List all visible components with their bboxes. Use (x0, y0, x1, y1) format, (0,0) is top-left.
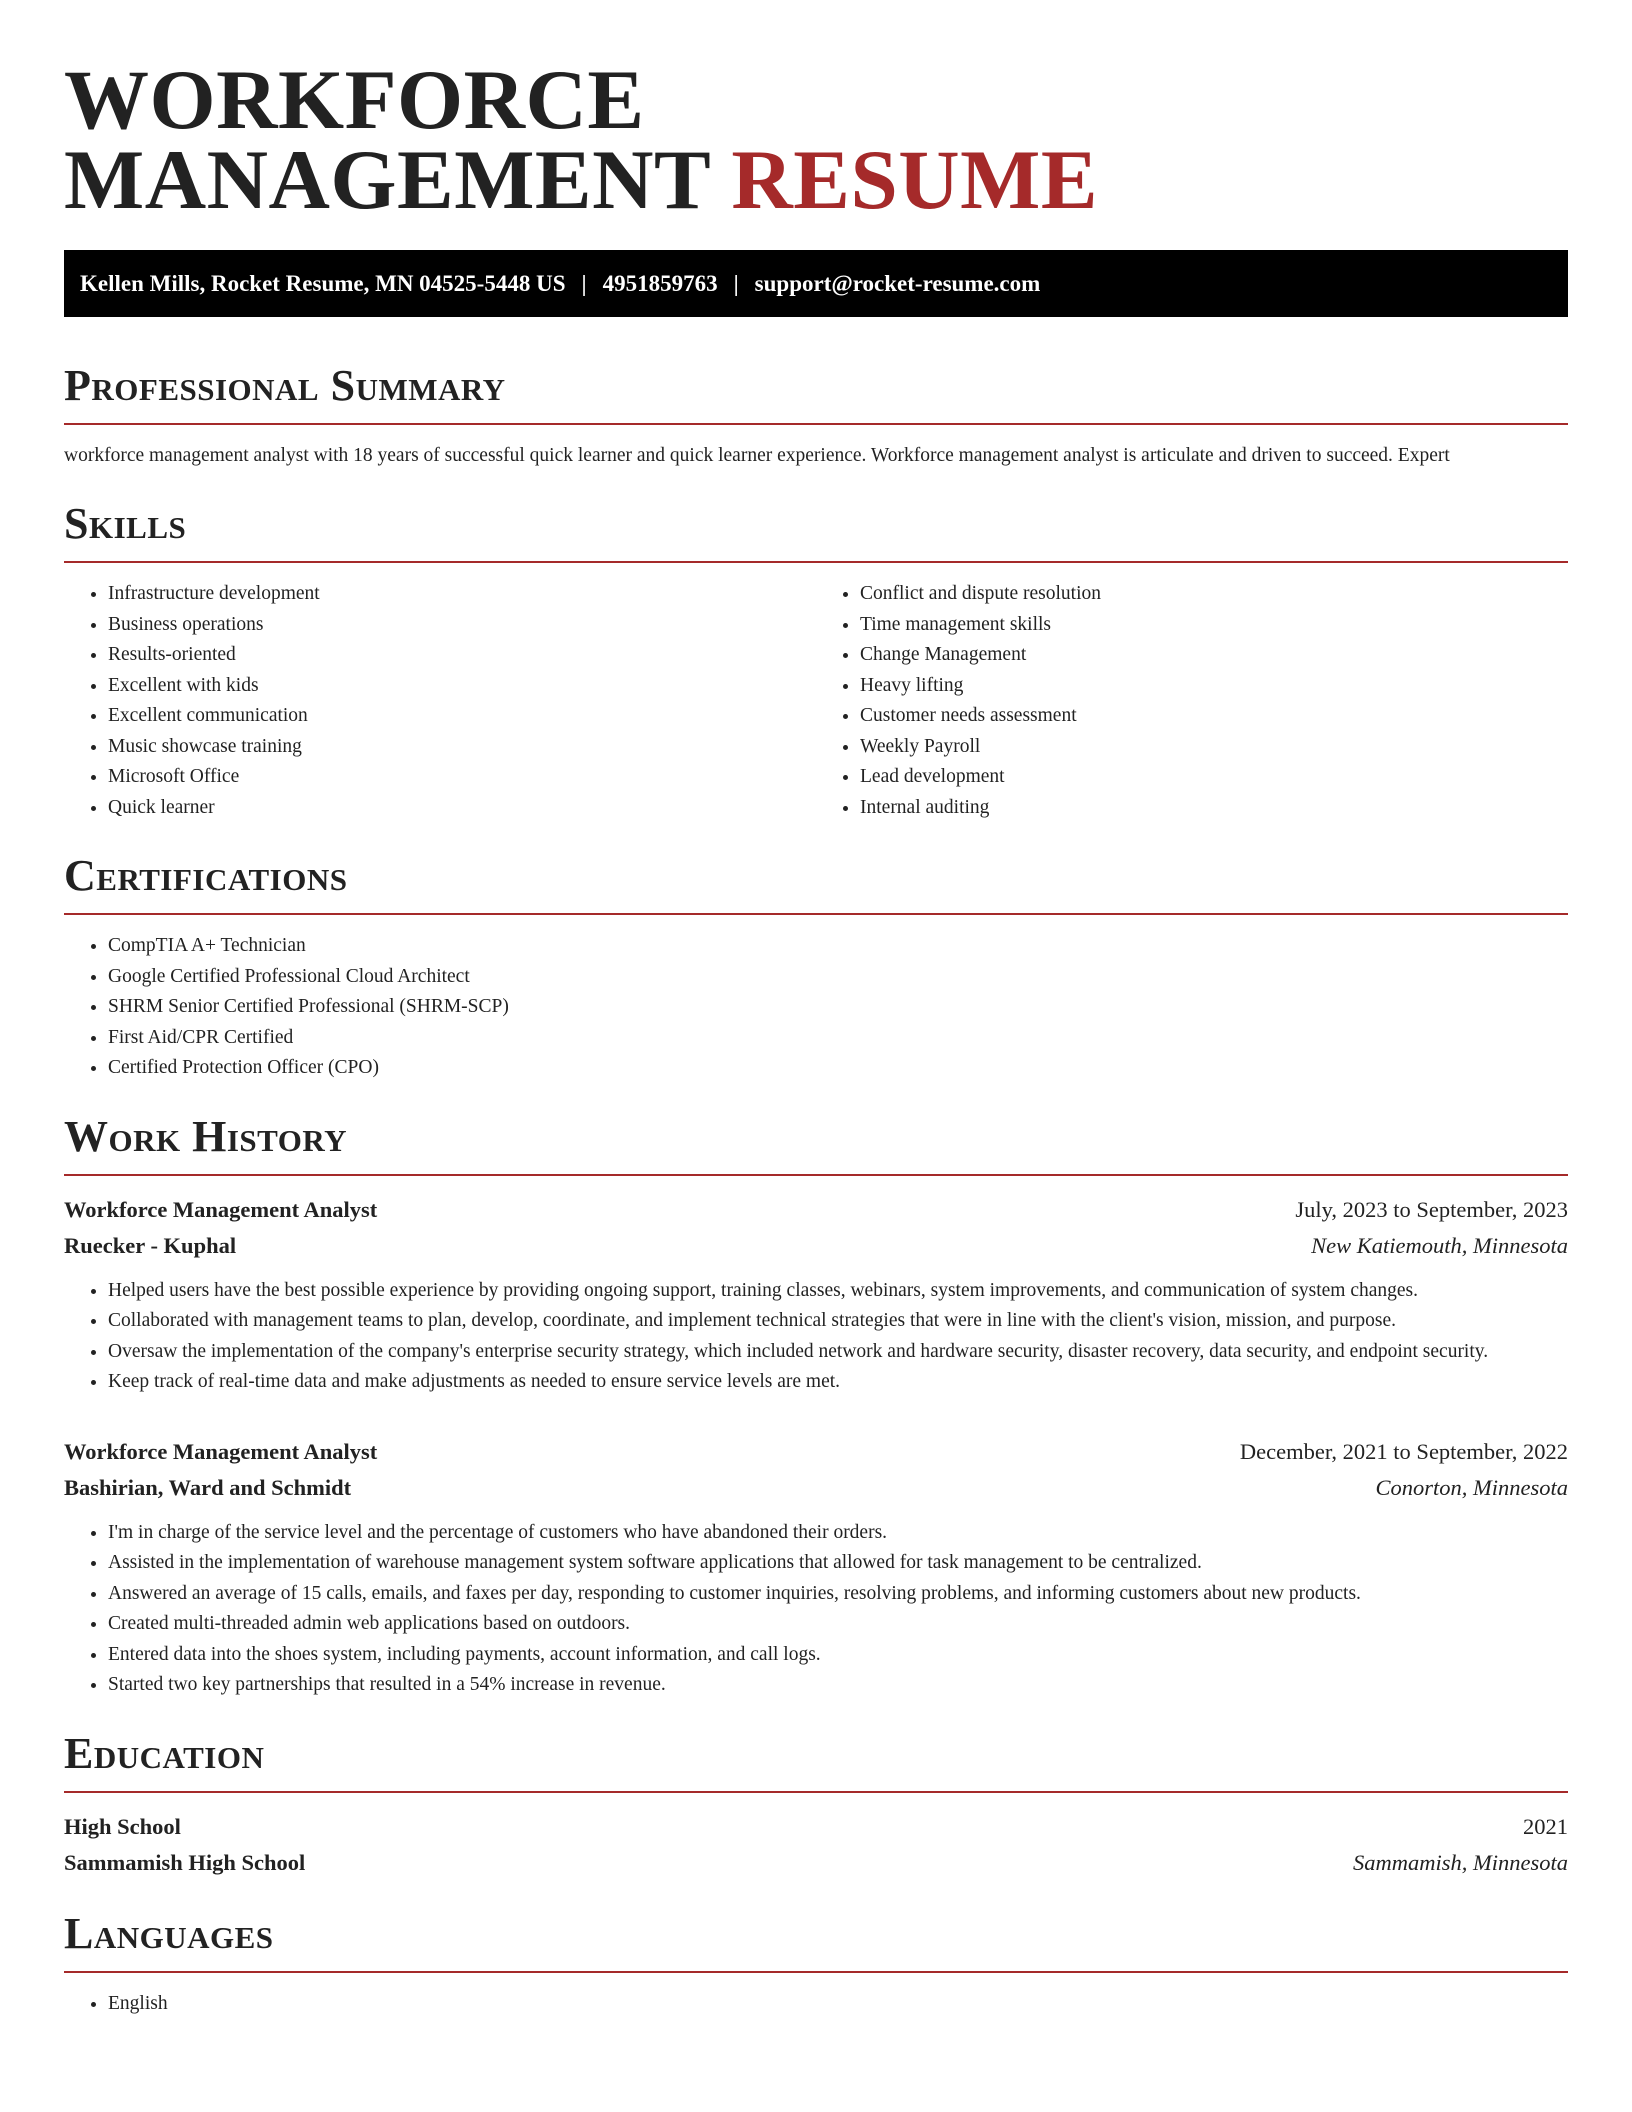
education-school-row (64, 1845, 1568, 1881)
job-location: Conorton, Minnesota (1375, 1474, 1568, 1500)
job-title-row (64, 1434, 1568, 1470)
certification-item: • SHRM Senior Certified Professional (SHRM-SCP) (108, 992, 1568, 1023)
skills-section (64, 499, 1568, 823)
job-bullet: • Created multi-threaded admin web applications based on outdoors. (108, 1609, 1568, 1640)
education-year: 2021 (1523, 1813, 1568, 1839)
skill-item: • Microsoft Office (108, 762, 816, 793)
title-accent: RESUME (731, 133, 1099, 227)
contact-separator: | (581, 270, 587, 296)
skill-item: • Lead development (860, 762, 1568, 793)
contact-separator: | (733, 270, 739, 296)
contact-email: support@rocket-resume.com (754, 270, 1041, 296)
work-history-section (64, 1112, 1568, 1701)
job-dates: July, 2023 to September, 2023 (1295, 1196, 1568, 1222)
contact-phone: 4951859763 (602, 270, 718, 296)
languages-section (64, 1909, 1568, 2020)
section-divider (64, 1174, 1568, 1176)
job-bullet: • Helped users have the best possible experience by providing ongoing support, training classes, webinars, system improvements, and communication of system changes. (108, 1276, 1568, 1307)
job-company-row (64, 1228, 1568, 1264)
skill-item: • Quick learner (108, 793, 816, 824)
education-school: Sammamish High School (64, 1849, 306, 1875)
education-location: Sammamish, Minnesota (1353, 1849, 1568, 1875)
skill-item: • Results-oriented (108, 640, 816, 671)
skill-item: • Business operations (108, 610, 816, 641)
resume-title (64, 53, 1568, 227)
section-divider (64, 913, 1568, 915)
education-degree: High School (64, 1813, 181, 1839)
job-bullet: • Answered an average of 15 calls, emails, and faxes per day, responding to customer inquiries, resolving problems, and informing customers about new products. (108, 1579, 1568, 1610)
summary-text: workforce management analyst with 18 years of successful quick learner and quick learner experience. Workforce management analyst is articulate and driven to succeed. Expert (64, 445, 1450, 466)
skill-item: • Time management skills (860, 610, 1568, 641)
job-entry (64, 1192, 1568, 1398)
job-dates: December, 2021 to September, 2022 (1239, 1438, 1568, 1464)
job-company: Bashirian, Ward and Schmidt (64, 1474, 352, 1500)
skill-item: • Weekly Payroll (860, 732, 1568, 763)
job-location: New Katiemouth, Minnesota (1311, 1232, 1568, 1258)
certification-item: • CompTIA A+ Technician (108, 931, 1568, 962)
job-company: Ruecker - Kuphal (64, 1232, 237, 1258)
language-item: • English (108, 1989, 1568, 2020)
education-section (64, 1729, 1568, 1881)
skills-column-1 (64, 579, 816, 823)
languages-list (64, 1989, 1568, 2020)
job-title-row (64, 1192, 1568, 1228)
certification-item: • First Aid/CPR Certified (108, 1023, 1568, 1054)
education-degree-row (64, 1809, 1568, 1845)
skill-item: • Customer needs assessment (860, 701, 1568, 732)
job-bullets (64, 1276, 1568, 1398)
contact-bar (64, 250, 1568, 317)
job-bullet: • I'm in charge of the service level and the percentage of customers who have abandoned their orders. (108, 1518, 1568, 1549)
certification-item: • Google Certified Professional Cloud Architect (108, 962, 1568, 993)
section-divider (64, 561, 1568, 563)
skill-item: • Change Management (860, 640, 1568, 671)
skills-heading: Skills (64, 499, 187, 548)
skill-item: • Conflict and dispute resolution (860, 579, 1568, 610)
languages-heading: Languages (64, 1908, 274, 1958)
skill-item: • Infrastructure development (108, 579, 816, 610)
section-divider (64, 423, 1568, 425)
job-bullet: • Started two key partnerships that resulted in a 54% increase in revenue. (108, 1670, 1568, 1701)
summary-section (64, 361, 1568, 471)
certifications-heading: Certifications (64, 851, 348, 900)
section-divider (64, 1791, 1568, 1793)
summary-heading: Professional Summary (64, 361, 506, 410)
contact-address: Kellen Mills, Rocket Resume, MN 04525-5448 US (80, 270, 566, 296)
skills-grid (64, 579, 1568, 823)
skill-item: • Heavy lifting (860, 671, 1568, 702)
job-bullets (64, 1518, 1568, 1701)
job-bullet: • Oversaw the implementation of the company's enterprise security strategy, which included network and hardware security, disaster recovery, data security, and endpoint security. (108, 1337, 1568, 1368)
education-heading: Education (64, 1728, 265, 1778)
job-title: Workforce Management Analyst (64, 1438, 378, 1464)
job-company-row (64, 1470, 1568, 1506)
job-entry (64, 1434, 1568, 1701)
title-line-2: MANAGEMENT (64, 133, 710, 227)
work-history-heading: Work History (64, 1111, 348, 1161)
certification-item: • Certified Protection Officer (CPO) (108, 1053, 1568, 1084)
skill-item: • Internal auditing (860, 793, 1568, 824)
job-bullet: • Entered data into the shoes system, including payments, account information, and call logs. (108, 1640, 1568, 1671)
job-title: Workforce Management Analyst (64, 1196, 378, 1222)
skill-item: • Excellent communication (108, 701, 816, 732)
certifications-section (64, 851, 1568, 1084)
skill-item: • Music showcase training (108, 732, 816, 763)
job-bullet: • Collaborated with management teams to plan, develop, coordinate, and implement technical strategies that were in line with the client's vision, mission, and purpose. (108, 1306, 1568, 1337)
skills-column-2 (816, 579, 1568, 823)
job-bullet: • Keep track of real-time data and make adjustments as needed to ensure service levels are met. (108, 1367, 1568, 1398)
skill-item: • Excellent with kids (108, 671, 816, 702)
job-bullet: • Assisted in the implementation of warehouse management system software applications that allowed for task management to be centralized. (108, 1548, 1568, 1579)
certifications-list (64, 931, 1568, 1084)
title-line-1: WORKFORCE (64, 53, 645, 147)
section-divider (64, 1971, 1568, 1973)
